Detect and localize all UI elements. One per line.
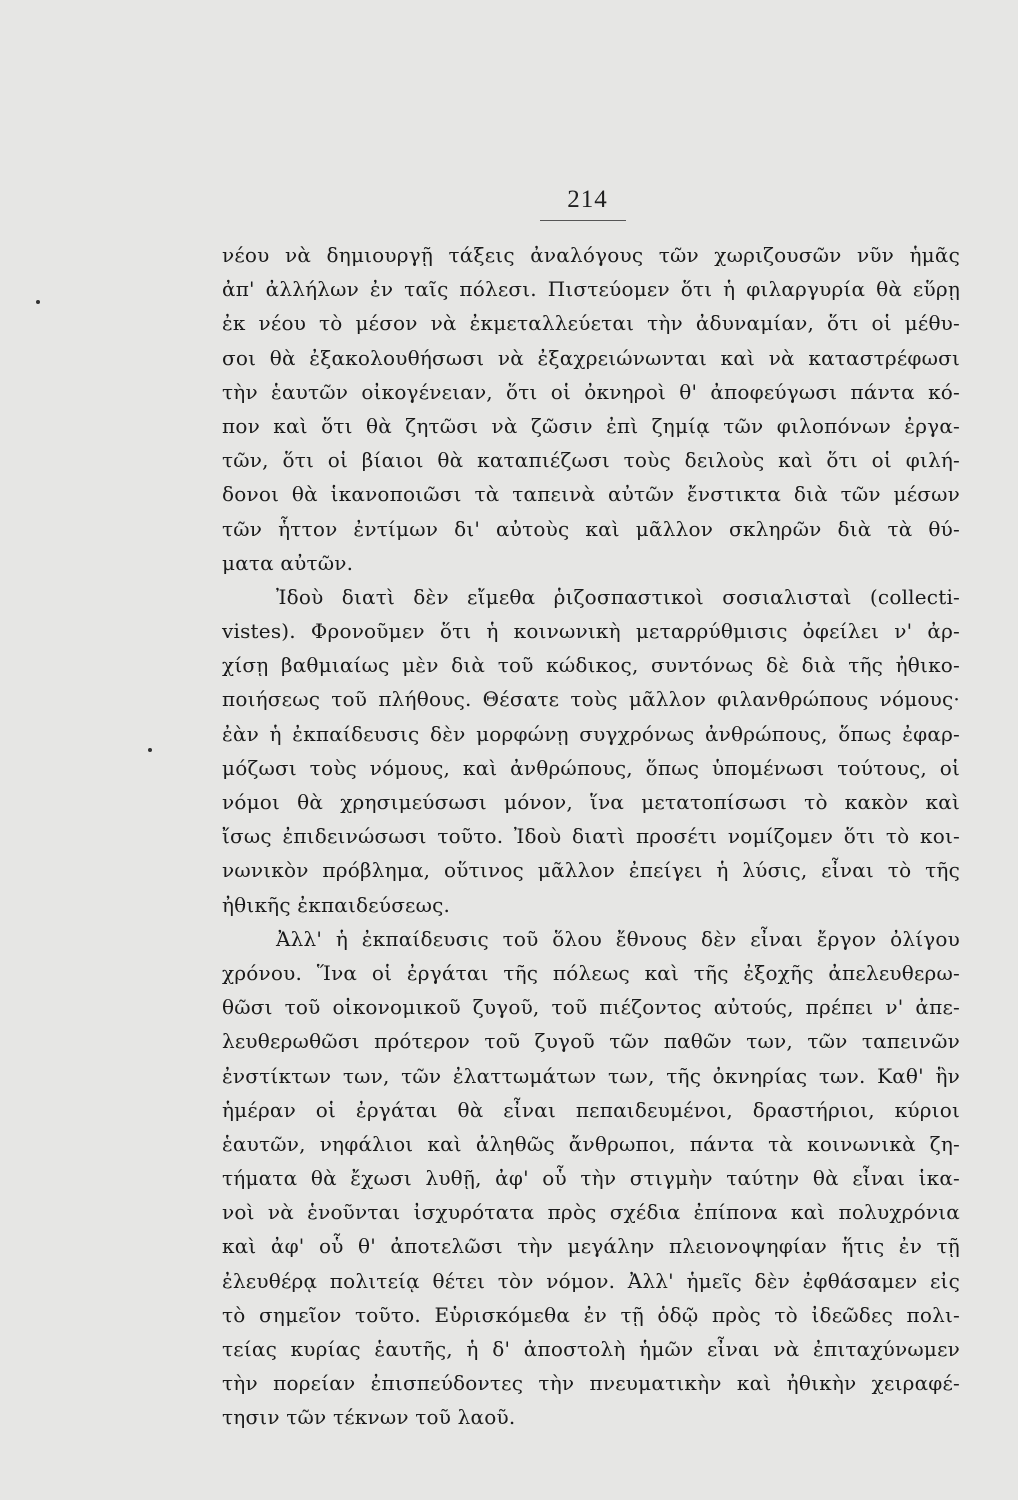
text-line: σοι θὰ ἐξακολουθήσωσι νὰ ἐξαχρειώνωνται καὶ νὰ καταστρέφωσι: [222, 345, 960, 370]
body-text: [222, 238, 960, 1435]
text-line: ματα αὐτῶν.: [222, 550, 354, 575]
text-line: ποιήσεως τοῦ πλήθους. Θέσατε τοὺς μᾶλλον φιλανθρώπους νόμους·: [222, 687, 960, 712]
text-line: χρόνου. Ἵνα οἱ ἐργάται τῆς πόλεως καὶ τῆς ἐξοχῆς ἀπελευθερω-: [222, 960, 960, 985]
text-line: δονοι θὰ ἱκανοποιῶσι τὰ ταπεινὰ αὐτῶν ἔνστικτα διὰ τῶν μέσων: [222, 482, 960, 507]
text-line: ἐνστίκτων των, τῶν ἐλαττωμάτων των, τῆς ὀκνηρίας των. Καθ' ἣν: [222, 1063, 960, 1088]
text-line: ἐὰν ἡ ἐκπαίδευσις δὲν μορφώνῃ συγχρόνως ἀνθρώπους, ὅπως ἐφαρ-: [222, 721, 960, 746]
text-line: ἡμέραν οἱ ἐργάται θὰ εἶναι πεπαιδευμένοι, δραστήριοι, κύριοι: [222, 1097, 960, 1122]
text-line: ἀπ' ἀλλήλων ἐν ταῖς πόλεσι. Πιστεύομεν ὅτι ἡ φιλαργυρία θὰ εὕρῃ: [222, 277, 960, 302]
text-line: νωνικὸν πρόβλημα, οὕτινος μᾶλλον ἐπείγει ἡ λύσις, εἶναι τὸ τῆς: [222, 858, 960, 883]
text-line: τείας κυρίας ἑαυτῆς, ἡ δ' ἀποστολὴ ἡμῶν εἶναι νὰ ἐπιταχύνωμεν: [222, 1337, 960, 1361]
text-line: καὶ ἀφ' οὗ θ' ἀποτελῶσι τὴν μεγάλην πλειονοψηφίαν ἥτις ἐν τῇ: [222, 1234, 960, 1259]
text-line: ἑαυτῶν, νηφάλιοι καὶ ἀληθῶς ἄνθρωποι, πάντα τὰ κοινωνικὰ ζη-: [222, 1131, 960, 1156]
text-line: τὸ σημεῖον τοῦτο. Εὑρισκόμεθα ἐν τῇ ὁδῷ πρὸς τὸ ἰδεῶδες πολι-: [222, 1302, 960, 1327]
text-line: λευθερωθῶσι πρότερον τοῦ ζυγοῦ τῶν παθῶν των, τῶν ταπεινῶν: [222, 1029, 960, 1054]
page-number: 214: [567, 186, 608, 213]
text-line: μόζωσι τοὺς νόμους, καὶ ἀνθρώπους, ὅπως ὑπομένωσι τούτους, οἱ: [222, 755, 960, 780]
text-line: Ἀλλ' ἡ ἐκπαίδευσις τοῦ ὅλου ἔθνους δὲν εἶναι ἔργον ὀλίγου: [276, 926, 960, 951]
text-line: ἐλευθέρᾳ πολιτείᾳ θέτει τὸν νόμον. Ἀλλ' ἡμεῖς δὲν ἐφθάσαμεν εἰς: [222, 1268, 960, 1293]
text-line: νόμοι θὰ χρησιμεύσωσι μόνον, ἵνα μετατοπίσωσι τὸ κακὸν καὶ: [222, 790, 960, 814]
text-line: θῶσι τοῦ οἰκονομικοῦ ζυγοῦ, τοῦ πιέζοντος αὐτούς, πρέπει ν' ἀπε-: [222, 995, 960, 1020]
text-line: χίσῃ βαθμιαίως μὲν διὰ τοῦ κώδικος, συντόνως δὲ διὰ τῆς ἠθικο-: [222, 653, 960, 678]
paper-speck: [148, 748, 152, 752]
page-number-rule: [540, 220, 626, 221]
text-line: ἠθικῆς ἐκπαιδεύσεως.: [222, 892, 451, 917]
paper-speck: [36, 300, 40, 304]
text-line: τησιν τῶν τέκνων τοῦ λαοῦ.: [222, 1405, 516, 1430]
text-line: vistes). Φρονοῦμεν ὅτι ἡ κοινωνικὴ μεταρρύθμισις ὀφείλει ν' ἀρ-: [222, 619, 960, 644]
text-line: νέου νὰ δημιουργῇ τάξεις ἀναλόγους τῶν χωριζουσῶν νῦν ἡμᾶς: [222, 243, 960, 267]
text-line: τήματα θὰ ἔχωσι λυθῇ, ἀφ' οὗ τὴν στιγμὴν ταύτην θὰ εἶναι ἱκα-: [222, 1166, 960, 1191]
text-line: νοὶ νὰ ἑνοῦνται ἰσχυρότατα πρὸς σχέδια ἐπίπονα καὶ πολυχρόνια: [222, 1200, 960, 1225]
text-line: τῶν, ὅτι οἱ βίαιοι θὰ καταπιέζωσι τοὺς δειλοὺς καὶ ὅτι οἱ φιλή-: [222, 448, 960, 473]
text-line: ἴσως ἐπιδεινώσωσι τοῦτο. Ἰδοὺ διατὶ προσέτι νομίζομεν ὅτι τὸ κοι-: [222, 824, 960, 849]
text-line: πον καὶ ὅτι θὰ ζητῶσι νὰ ζῶσιν ἐπὶ ζημίᾳ τῶν φιλοπόνων ἐργα-: [222, 413, 960, 438]
text-line: Ἰδοὺ διατὶ δὲν εἴμεθα ῥιζοσπαστικοὶ σοσιαλισταὶ (collecti-: [276, 584, 960, 609]
text-line: ἐκ νέου τὸ μέσον νὰ ἐκμεταλλεύεται τὴν ἀδυναμίαν, ὅτι οἱ μέθυ-: [222, 311, 960, 336]
text-line: τὴν ἑαυτῶν οἰκογένειαν, ὅτι οἱ ὀκνηροὶ θ' ἀποφεύγωσι πάντα κό-: [222, 379, 960, 404]
text-line: τῶν ἧττον ἐντίμων δι' αὐτοὺς καὶ μᾶλλον σκληρῶν διὰ τὰ θύ-: [222, 516, 960, 541]
text-line: τὴν πορείαν ἐπισπεύδοντες τὴν πνευματικὴν καὶ ἠθικὴν χειραφέ-: [222, 1371, 960, 1396]
